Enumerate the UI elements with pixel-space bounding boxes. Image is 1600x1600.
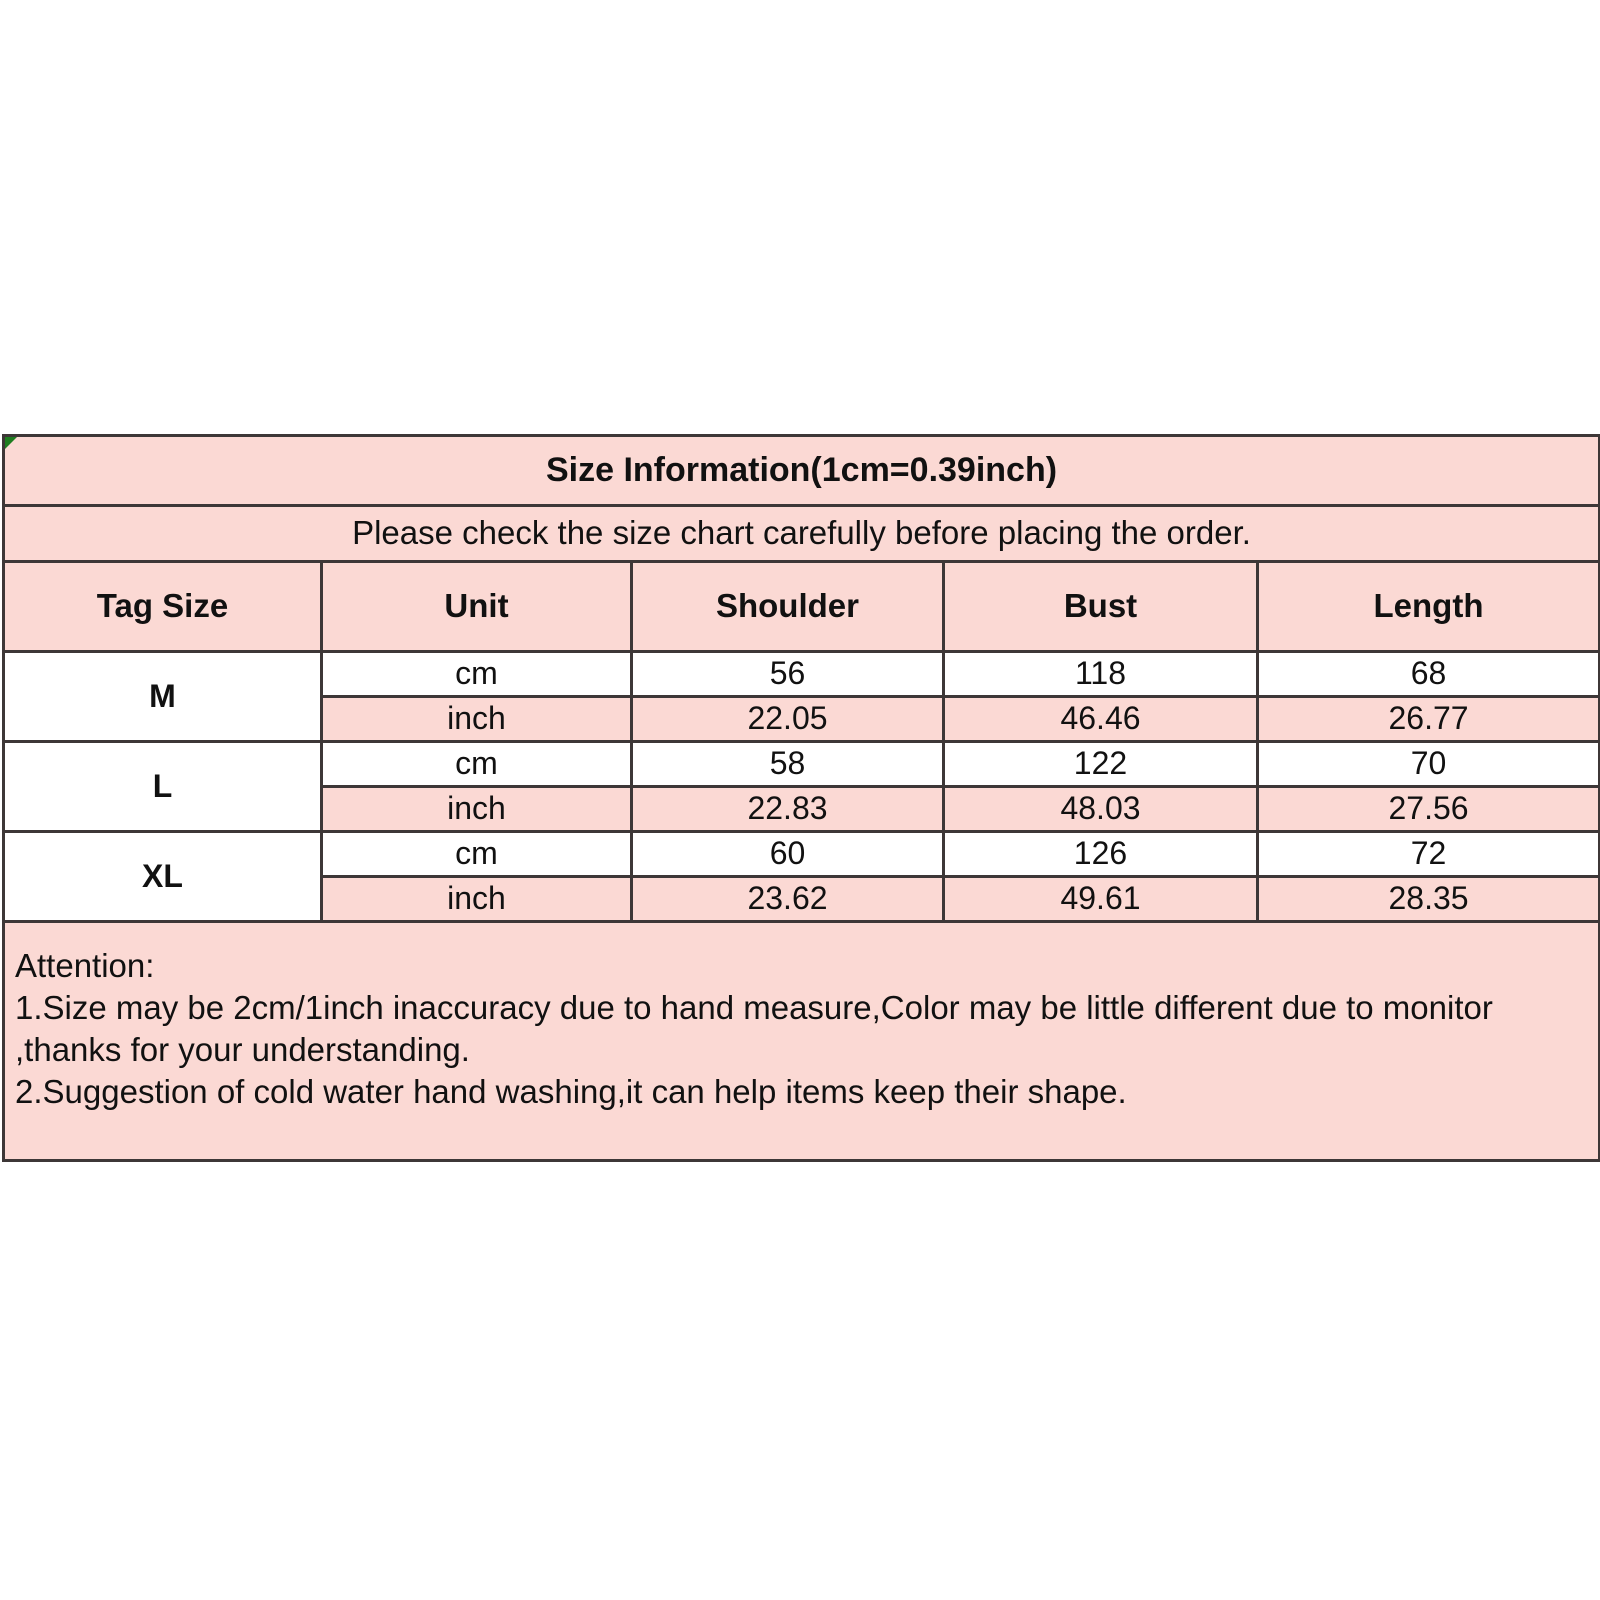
unit-cell: inch bbox=[322, 877, 632, 922]
size-table bbox=[2, 434, 1600, 1162]
value-cell: 58 bbox=[632, 742, 944, 787]
unit-cell: cm bbox=[322, 742, 632, 787]
table-row bbox=[4, 742, 1600, 787]
table-subtitle-row bbox=[4, 506, 1600, 562]
green-corner-marker bbox=[5, 437, 17, 449]
column-header-shoulder: Shoulder bbox=[632, 562, 944, 652]
value-cell: 48.03 bbox=[944, 787, 1258, 832]
table-row bbox=[4, 652, 1600, 697]
column-header-tag-size: Tag Size bbox=[4, 562, 322, 652]
tag-size-l: L bbox=[4, 742, 322, 832]
table-title-row bbox=[4, 436, 1600, 506]
attention-line-2: ,thanks for your understanding. bbox=[15, 1031, 470, 1068]
value-cell: 126 bbox=[944, 832, 1258, 877]
value-cell: 28.35 bbox=[1258, 877, 1600, 922]
attention-line-3: 2.Suggestion of cold water hand washing,it can help items keep their shape. bbox=[15, 1073, 1127, 1110]
value-cell: 22.05 bbox=[632, 697, 944, 742]
table-title: Size Information(1cm=0.39inch) bbox=[4, 436, 1600, 506]
value-cell: 46.46 bbox=[944, 697, 1258, 742]
value-cell: 27.56 bbox=[1258, 787, 1600, 832]
value-cell: 60 bbox=[632, 832, 944, 877]
column-header-bust: Bust bbox=[944, 562, 1258, 652]
unit-cell: inch bbox=[322, 787, 632, 832]
value-cell: 70 bbox=[1258, 742, 1600, 787]
value-cell: 56 bbox=[632, 652, 944, 697]
value-cell: 72 bbox=[1258, 832, 1600, 877]
attention-note bbox=[4, 922, 1600, 1161]
column-header-unit: Unit bbox=[322, 562, 632, 652]
table-row bbox=[4, 832, 1600, 877]
attention-line-1: 1.Size may be 2cm/1inch inaccuracy due to hand measure,Color may be little different due to monitor bbox=[15, 989, 1493, 1026]
tag-size-xl: XL bbox=[4, 832, 322, 922]
value-cell: 23.62 bbox=[632, 877, 944, 922]
value-cell: 118 bbox=[944, 652, 1258, 697]
column-header-length: Length bbox=[1258, 562, 1600, 652]
value-cell: 122 bbox=[944, 742, 1258, 787]
attention-heading: Attention: bbox=[15, 947, 155, 984]
value-cell: 68 bbox=[1258, 652, 1600, 697]
unit-cell: cm bbox=[322, 652, 632, 697]
unit-cell: inch bbox=[322, 697, 632, 742]
table-header-row bbox=[4, 562, 1600, 652]
value-cell: 22.83 bbox=[632, 787, 944, 832]
attention-section bbox=[4, 922, 1600, 1161]
tag-size-m: M bbox=[4, 652, 322, 742]
size-chart bbox=[2, 434, 1598, 1162]
unit-cell: cm bbox=[322, 832, 632, 877]
table-subtitle: Please check the size chart carefully before placing the order. bbox=[4, 506, 1600, 562]
value-cell: 49.61 bbox=[944, 877, 1258, 922]
value-cell: 26.77 bbox=[1258, 697, 1600, 742]
